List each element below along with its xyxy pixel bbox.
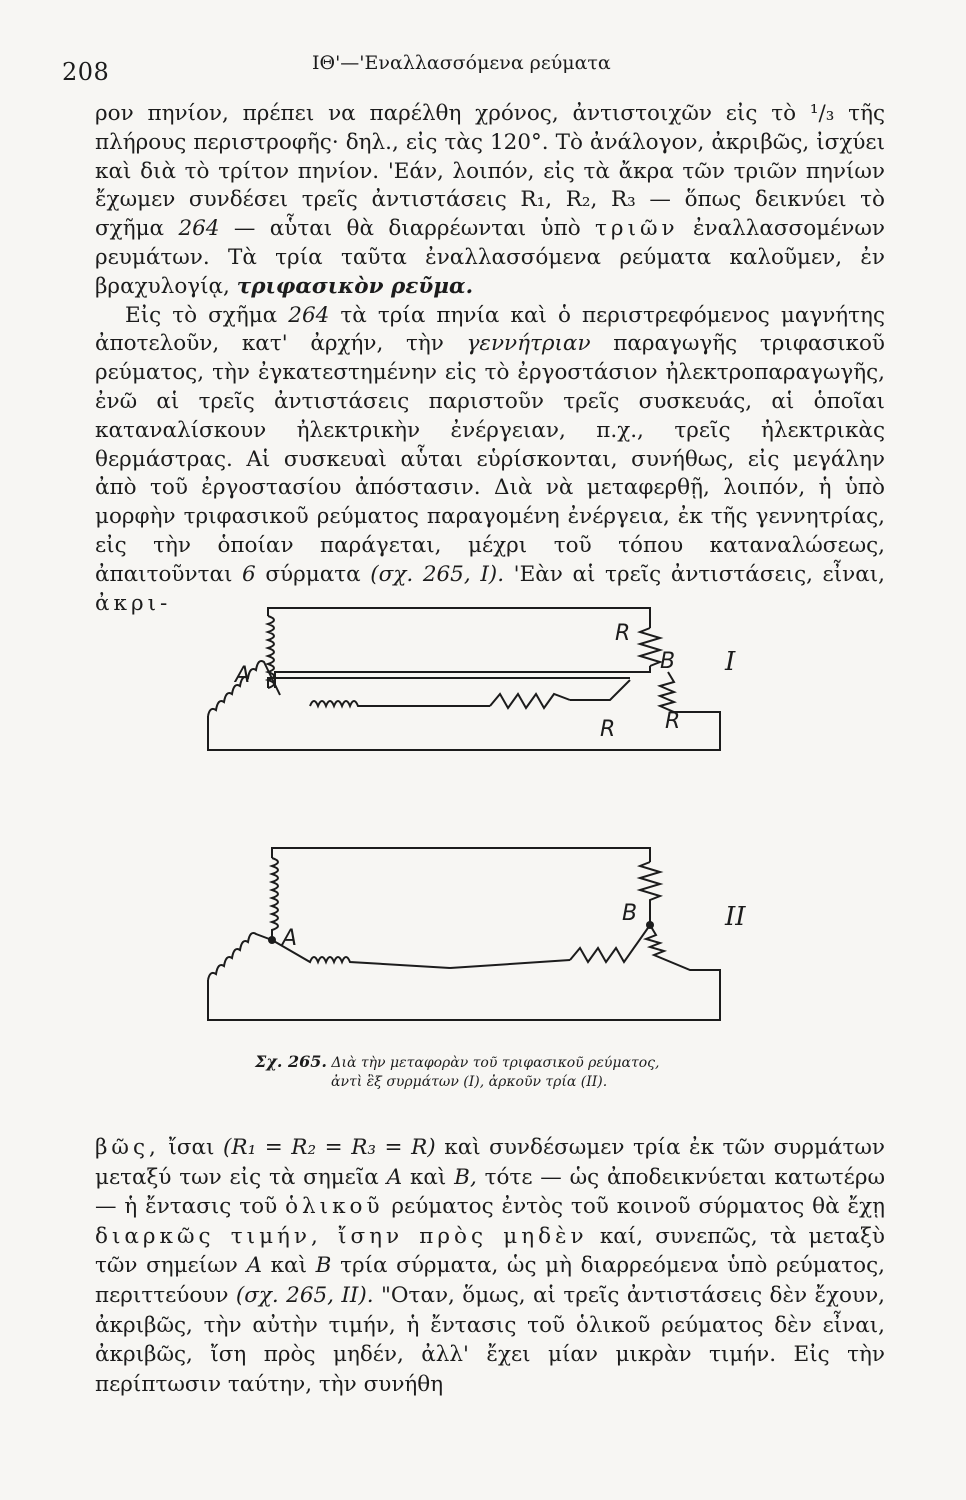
point-label: B, bbox=[454, 1164, 477, 1190]
body-text-bottom bbox=[95, 1133, 885, 1399]
text-run: "Οταν, ὅμως, αἱ τρεῖς ἀντιστάσεις δὲν ἔχουν, ἀκριβῶς, τὴν αὐτὴν τιμήν, ἡ ἔντασις τοῦ ὁλικοῦ ρεύματος δὲν εἶναι, ἀκριβῶς, ἴση πρὸς μηδέν, ἀλλ' ἔχει μίαν μικρὰν τιμήν. Εἰς τὴν περίπτωσιν ταύτην, τὴν συνήθη bbox=[95, 1282, 885, 1397]
wire-bottom-I bbox=[208, 716, 720, 750]
label-R-mid: R bbox=[600, 717, 616, 742]
roman-I: I bbox=[725, 647, 736, 677]
coil-vertical-II bbox=[272, 858, 278, 940]
figure-ref: 264 bbox=[288, 302, 330, 328]
term-emphasis: τριφασικὸν ρεῦμα. bbox=[236, 273, 474, 299]
paragraph-2 bbox=[95, 302, 885, 619]
text-run: καὶ bbox=[270, 1253, 307, 1279]
junction-B bbox=[646, 921, 654, 929]
label-R-low: R bbox=[665, 709, 681, 734]
resistor-vertical-top bbox=[640, 628, 660, 666]
label-B-bottom: B bbox=[622, 901, 638, 926]
number-italic: 6 bbox=[242, 561, 256, 587]
coil-diagonal-left-II bbox=[208, 933, 272, 980]
text-run: ρεύματος ἐντὸς τοῦ κοινοῦ σύρματος θὰ ἔχῃ bbox=[391, 1194, 885, 1220]
label-A-bottom: A bbox=[282, 926, 298, 951]
resistor-diagonal-mid bbox=[490, 694, 570, 708]
junction-A bbox=[268, 936, 276, 944]
label-A-top: A bbox=[235, 663, 251, 688]
figure-ref: (σχ. 265, I). bbox=[370, 561, 505, 587]
text-run: 'Εὰν αἱ τρεῖς ἀντιστάσεις, εἶναι, bbox=[513, 561, 885, 587]
text-run: καὶ συνδέσωμεν τρία ἐκ τῶν συρμάτων μεταξύ των εἰς τὰ σημεῖα bbox=[95, 1135, 885, 1190]
label-B-top: B bbox=[660, 649, 676, 674]
figure-caption bbox=[255, 1052, 775, 1092]
caption-figure-label: Σχ. 265. bbox=[255, 1052, 327, 1071]
wire-A-return bbox=[268, 678, 630, 688]
text-run: Εἰς τὸ σχῆμα bbox=[125, 302, 278, 328]
emphasis-spaced: ὁλικοῦ bbox=[285, 1194, 384, 1220]
caption-line-1: Διὰ τὴν μεταφορὰν τοῦ τριφασικοῦ ρεύματος, bbox=[331, 1055, 660, 1071]
wire-mid-II bbox=[450, 960, 570, 968]
wire-top bbox=[268, 608, 650, 628]
text-run: ρον πηνίον, πρέπει να παρέλθη χρόνος, ἀντιστοιχῶν εἰς τὸ ¹/₃ τῆς πλήρους περιστροφῆς· δηλ., εἰς τὰς 120°. Τὸ ἀνάλογον, ἀκριβῶς, ἰσχύει καὶ διὰ τὸ τρίτον πηνίον. 'Εάν, λοιπόν, εἰς τὰ ἄκρα τῶν τριῶν πηνίων ἔχωμεν συνδέσει τρεῖς ἀντιστάσεις R₁, R₂, R₃ — ὅπως δεικνύει τὸ σχῆμα bbox=[95, 101, 885, 242]
point-label: A bbox=[246, 1253, 262, 1279]
label-R-top: R bbox=[615, 621, 631, 646]
text-run: τὰ τρία πηνία καὶ ὁ περιστρεφόμενος μαγνήτης ἀποτελοῦν, κατ' ἀρχήν, τὴν bbox=[95, 302, 885, 357]
emphasis-spaced: ἀκρι- bbox=[95, 590, 172, 616]
caption-line-2: ἀντὶ ἓξ συρμάτων (I), ἀρκοῦν τρία (II). bbox=[331, 1074, 608, 1090]
circuit-diagram bbox=[190, 600, 750, 1040]
text-run: καί, συνεπῶς, τὰ μεταξὺ τῶν σημείων bbox=[95, 1223, 885, 1279]
text-run: παραγωγῆς τριφασικοῦ ρεύματος, τὴν ἐγκατεστημένην εἰς τὸ ἐργοστάσιον ἠλεκτροπαραγωγῆς, ἐνῶ αἱ τρεῖς ἀντιστάσεις παριστοῦν τρεῖς συσκευάς, αἱ ὁποῖαι καταναλίσκουν ἠλεκτρικὴν ἐνέργειαν, π.χ., τρεῖς ἠλεκτρικὰς θερμάστρας. Αἱ συσκευαὶ αὗται εὑρίσκονται, συνήθως, εἰς μεγάλην ἀπὸ τοῦ ἐργοστασίου ἀπόστασιν. Διὰ νὰ μεταφερθῇ, λοιπόν, ἡ ὑπὸ μορφὴν τριφασικοῦ ρεύματος παραγομένη ἐνέργεια, ἐκ τῆς γεννητρίας, εἰς τὴν ὁποίαν παράγεται, μέχρι τοῦ τόπου καταναλώσεως, ἀπαιτοῦνται bbox=[95, 331, 885, 587]
coil-horizontal-mid bbox=[310, 701, 490, 706]
text-run: σύρματα bbox=[265, 561, 361, 587]
point-label: A bbox=[386, 1164, 403, 1190]
diagram-I bbox=[208, 608, 720, 750]
resistor-right-II bbox=[646, 925, 720, 1010]
roman-II: II bbox=[725, 902, 746, 932]
figure-ref: (σχ. 265, II). bbox=[235, 1282, 374, 1308]
page-number: 208 bbox=[62, 58, 110, 86]
text-run: — αὗται θὰ διαρρέωνται ὑπὸ bbox=[233, 216, 581, 242]
resistor-vertical-II bbox=[640, 862, 660, 925]
running-title: ΙΘ'—'Εναλλασσόμενα ρεύματα bbox=[312, 52, 611, 74]
coil-horizontal-II bbox=[272, 940, 450, 968]
point-label: B bbox=[315, 1253, 332, 1279]
formula: (R₁ = R₂ = R₃ = R) bbox=[223, 1135, 436, 1160]
emphasis-spaced: βῶς, bbox=[95, 1135, 160, 1160]
text-run: τότε — ὡς ἀποδεικνύεται κατωτέρω — ἡ ἔντασις τοῦ bbox=[95, 1164, 885, 1220]
wire-mid-I bbox=[570, 680, 630, 700]
text-run: καὶ bbox=[409, 1164, 447, 1190]
wire-top-II bbox=[272, 848, 650, 862]
text-run: ἴσαι bbox=[168, 1135, 215, 1160]
paragraph-1 bbox=[95, 100, 885, 302]
figure-ref: 264 bbox=[178, 216, 220, 242]
wire-bottom-II bbox=[208, 980, 720, 1020]
text-run: τρία σύρματα, ὡς μὴ διαρρεόμενα ὑπὸ ρεύματος, περιττεύουν bbox=[95, 1253, 885, 1308]
term-italic: γεννήτριαν bbox=[466, 331, 591, 357]
emphasis-spaced: διαρκῶς τιμήν, ἴσην πρὸς μηδὲν bbox=[95, 1223, 588, 1249]
body-text-top bbox=[95, 100, 885, 618]
resistor-diagonal-II bbox=[570, 925, 650, 962]
paragraph-3 bbox=[95, 1133, 885, 1399]
text-run: ἐναλλασσομένων ρευμάτων. Τὰ τρία ταῦτα ἐναλλασσόμενα ρεύματα καλοῦμεν, ἐν βραχυλογίᾳ, bbox=[95, 216, 885, 299]
emphasis-spaced: τριῶν bbox=[595, 216, 679, 242]
figure-265 bbox=[190, 600, 750, 1040]
